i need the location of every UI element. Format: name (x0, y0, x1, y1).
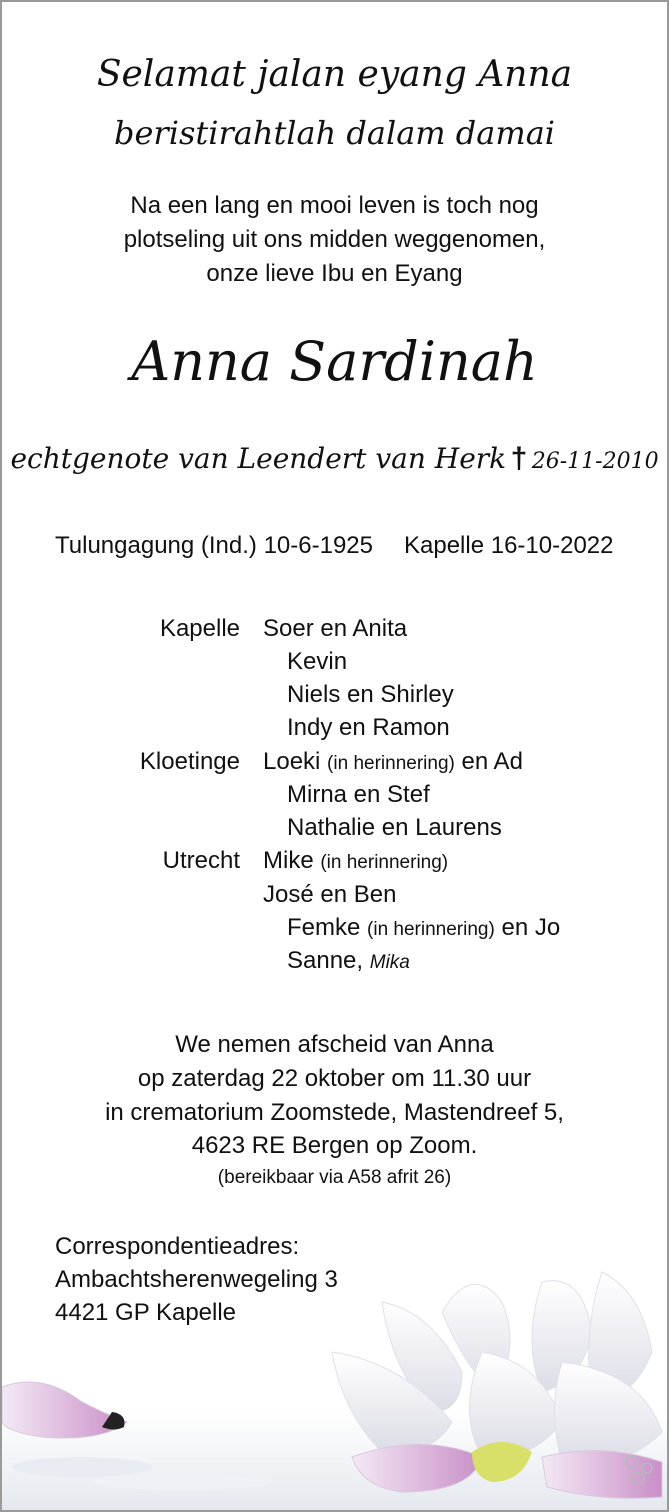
ceremony-line-2: op zaterdag 22 oktober om 11.30 uur (137, 1065, 532, 1092)
birth-info: Tulungagung (Ind.) 10-6-1925 (55, 532, 373, 559)
family-member: José en Ben (263, 881, 397, 908)
ceremony-line-5: (bereikbaar via A58 afrit 26) (217, 1167, 452, 1188)
family-member: Mike (in herinnering) (263, 847, 449, 874)
ceremony-line-1: We nemen afscheid van Anna (175, 1031, 494, 1058)
family-member: Femke (in herinnering) en Jo (287, 914, 561, 941)
family-member: Niels en Shirley (287, 681, 454, 708)
family-place: Kloetinge (139, 748, 240, 775)
intro-line-1: Na een lang en mooi leven is toch nog (130, 192, 539, 219)
family-member: Kevin (287, 648, 348, 675)
spouse-line (2, 442, 667, 476)
spouse-death-date: 26-11-2010 (531, 449, 659, 474)
correspondence-street: Ambachtsherenwegeling 3 (55, 1266, 338, 1293)
intro-line-2: plotseling uit ons midden weggenomen, (123, 226, 546, 253)
correspondence-label: Correspondentieadres: (55, 1233, 300, 1260)
ceremony-line-4: 4623 RE Bergen op Zoom. (191, 1132, 478, 1159)
cross-icon: † (510, 442, 528, 475)
deceased-name: Anna Sardinah (131, 330, 538, 393)
family-place: Utrecht (162, 847, 240, 874)
death-info: Kapelle 16-10-2022 (404, 532, 614, 559)
family-member: Soer en Anita (263, 615, 408, 642)
family-member: Nathalie en Laurens (287, 814, 502, 841)
family-member: Sanne, Mika (287, 947, 410, 974)
family-place: Kapelle (159, 615, 240, 642)
correspondence-city: 4421 GP Kapelle (55, 1299, 237, 1326)
greeting-line-2: beristirahtlah dalam damai (113, 114, 555, 152)
family-member: Indy en Ramon (287, 714, 450, 741)
family-member: Mirna en Stef (287, 781, 430, 808)
spouse-text: echtgenote van Leendert van Herk (10, 442, 507, 475)
greeting-line-1: Selamat jalan eyang Anna (96, 54, 573, 95)
ceremony-line-3: in crematorium Zoomstede, Mastendreef 5, (105, 1099, 564, 1126)
intro-line-3: onze lieve Ibu en Eyang (206, 260, 463, 287)
water-lily-decoration (2, 1242, 667, 1512)
family-member: Loeki (in herinnering) en Ad (263, 748, 523, 775)
